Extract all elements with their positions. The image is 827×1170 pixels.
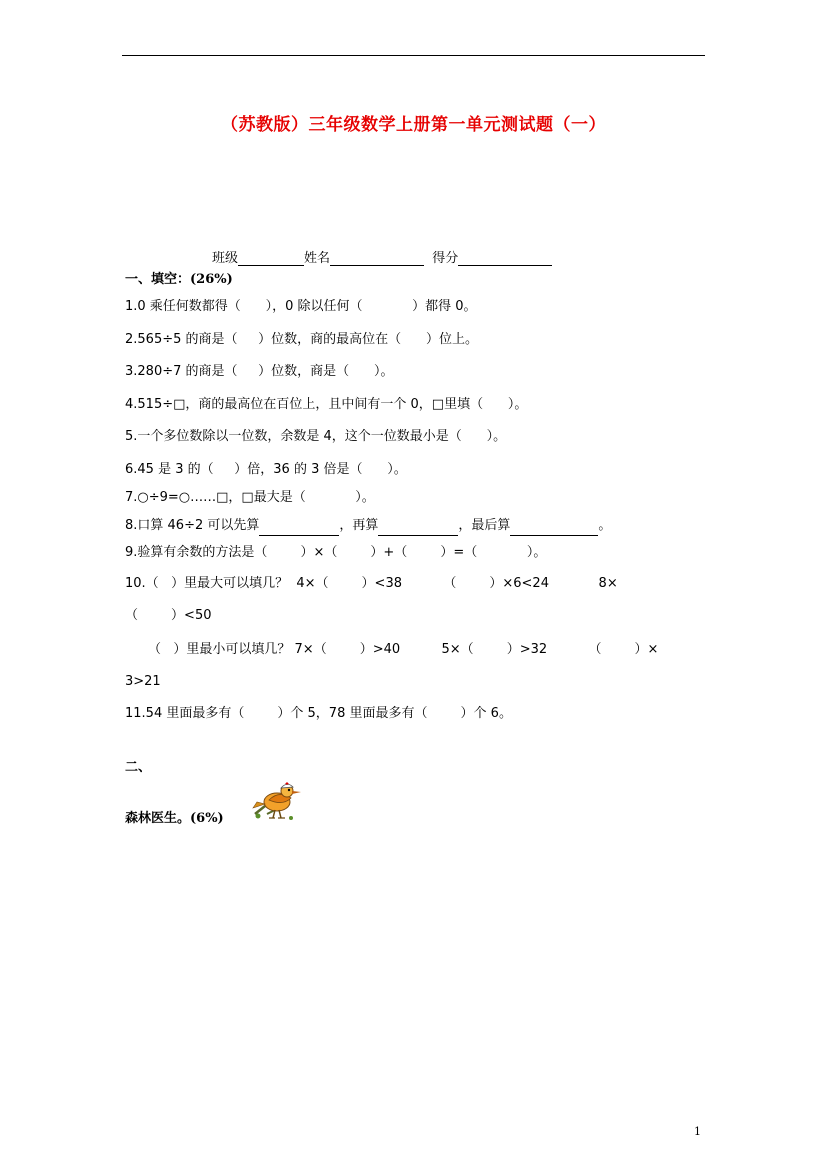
question-6: 6.45 是 3 的（ ）倍，36 的 3 倍是（ ）。 (125, 462, 407, 477)
question-11: 11.54 里面最多有（ ）个 5，78 里面最多有（ ）个 6。 (125, 706, 512, 721)
question-8-blank-3 (510, 520, 598, 536)
class-label: 班级 (212, 251, 239, 266)
question-8-part4: 。 (598, 518, 612, 533)
question-8-blank-2 (378, 520, 458, 536)
question-1: 1.0 乘任何数都得（ ），0 除以任何（ ）都得 0。 (125, 299, 477, 314)
question-5: 5.一个多位数除以一位数，余数是 4，这个一位数最小是（ ）。 (125, 429, 507, 444)
score-blank (458, 250, 552, 266)
score-label: 得分 (432, 251, 459, 266)
class-blank (238, 250, 304, 266)
section1-heading: 一、填空：(26%) (125, 272, 233, 287)
header-rule (122, 55, 705, 56)
section2-subheading: 森林医生。(6%) (125, 811, 224, 826)
question-8-part3: ，最后算 (458, 518, 511, 533)
woodpecker-doctor-image (245, 780, 303, 824)
question-8-part1: 8.口算 46÷2 可以先算 (125, 518, 260, 533)
section2-heading: 二、 (125, 760, 152, 775)
name-label: 姓名 (304, 251, 331, 266)
page-title: （苏教版）三年级数学上册第一单元测试题（一） (221, 115, 606, 135)
question-8-part2: ，再算 (339, 518, 379, 533)
question-4: 4.515÷□，商的最高位在百位上，且中间有一个 0，□里填（ ）。 (125, 397, 528, 412)
question-3: 3.280÷7 的商是（ ）位数，商是（ ）。 (125, 364, 394, 379)
question-7: 7.○÷9=○……□，□最大是（ ）。 (125, 490, 375, 505)
question-2: 2.565÷5 的商是（ ）位数，商的最高位在（ ）位上。 (125, 332, 478, 347)
question-10-line-3: （ ）里最小可以填几？ 7×（ ）>40 5×（ ）>32 （ ）× (148, 642, 659, 657)
student-info-row (212, 247, 552, 266)
name-blank (330, 250, 424, 266)
question-10-line-1: 10.（ ）里最大可以填几？ 4×（ ）<38 （ ）×6<24 8× (125, 576, 618, 591)
question-10-line-2: （ ）<50 (125, 608, 212, 623)
question-8-blank-1 (259, 520, 339, 536)
question-8 (125, 516, 611, 536)
page-number: 1 (694, 1125, 701, 1138)
question-9: 9.验算有余数的方法是（ ）×（ ）+（ ）=（ ）。 (125, 545, 547, 560)
question-10-line-4: 3>21 (125, 674, 161, 689)
